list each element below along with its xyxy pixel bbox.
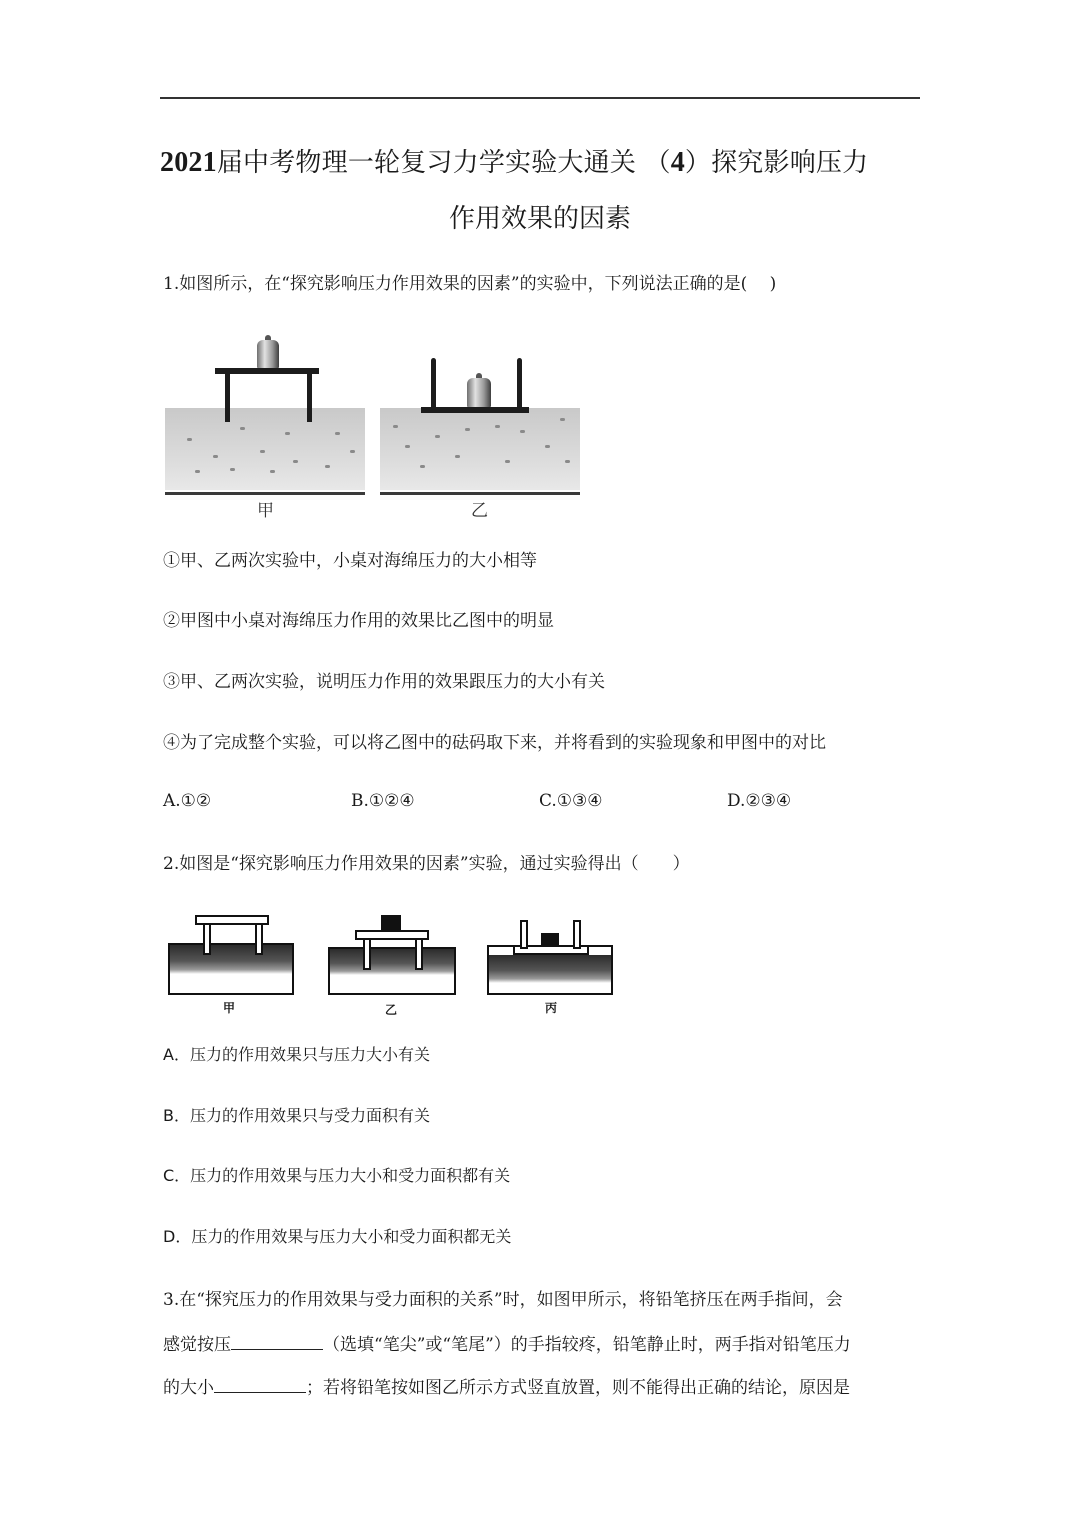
title-text: 届中考物理一轮复习力学实验大通关 （ — [216, 148, 671, 178]
q1-option-d[interactable]: D.②③④ — [727, 791, 792, 811]
q1-statement-3: ③甲、乙两次实验，说明压力作用的效果跟压力的大小有关 — [163, 672, 605, 692]
table-leg-jia-right — [307, 374, 312, 422]
table-leg-yi-2-left — [363, 938, 371, 970]
title-tail: ）探究影响压力 — [684, 148, 869, 178]
q2-figure — [165, 905, 620, 1015]
q3-line-2: 感觉按压 （选填“笔尖”或“笔尾”）的手指较疼，铅笔静止时，两手指对铅笔压力 — [163, 1331, 851, 1357]
answer-blank-2[interactable] — [214, 1374, 306, 1393]
q1-option-b[interactable]: B.①②④ — [351, 791, 415, 811]
sponge-jia — [165, 408, 365, 490]
q2-option-d[interactable]: D．压力的作用效果与压力大小和受力面积都无关 — [163, 1227, 512, 1246]
figure-label-jia: 甲 — [257, 501, 274, 521]
table-leg-yi-left — [431, 358, 436, 408]
q2-option-a[interactable]: A．压力的作用效果只与压力大小有关 — [163, 1045, 430, 1064]
table-top-yi — [421, 407, 529, 413]
q1-statement-4: ④为了完成整个实验，可以将乙图中的砝码取下来，并将看到的实验现象和甲图中的对比 — [163, 733, 826, 753]
sponge-yi — [380, 408, 580, 490]
q1-statement-2: ②甲图中小桌对海绵压力作用的效果比乙图中的明显 — [163, 611, 554, 631]
table-top-jia — [215, 368, 319, 374]
weight-icon-jia — [257, 340, 279, 368]
title-year: 2021 — [160, 147, 217, 178]
floor-line-jia — [165, 492, 365, 495]
weight-icon-yi-2 — [381, 915, 401, 930]
table-leg-bing-left — [520, 920, 528, 949]
table-leg-jia-2-right — [255, 923, 263, 955]
q2-option-b[interactable]: B．压力的作用效果只与受力面积有关 — [163, 1106, 430, 1125]
floor-line-yi — [380, 492, 580, 495]
figure-label-yi: 乙 — [471, 501, 488, 521]
q1-figure — [165, 320, 595, 520]
weight-icon-bing — [541, 933, 559, 945]
weight-icon-yi — [467, 378, 491, 407]
q3-line-3: 的大小 ；若将铅笔按如图乙所示方式竖直放置，则不能得出正确的结论，原因是 — [163, 1374, 850, 1400]
document-title-line-1 — [160, 142, 920, 179]
figure-label-jia-2: 甲 — [223, 1001, 236, 1015]
weight-knob-jia — [265, 335, 271, 340]
q1-statement-1: ①甲、乙两次实验中，小桌对海绵压力的大小相等 — [163, 551, 537, 571]
figure-label-yi-2: 乙 — [385, 1003, 398, 1017]
figure-label-bing: 丙 — [545, 1001, 558, 1015]
q2-option-c[interactable]: C．压力的作用效果与压力大小和受力面积都有关 — [163, 1166, 511, 1185]
table-leg-yi-2-right — [415, 938, 423, 970]
q2-stem: 2.如图是“探究影响压力作用效果的因素”实验，通过实验得出（ ） — [163, 854, 690, 874]
sponge-box-yi — [328, 947, 456, 995]
document-title-line-2: 作用效果的因素 — [448, 204, 631, 234]
table-leg-bing-right — [573, 920, 581, 949]
table-leg-jia-left — [225, 374, 230, 422]
weight-knob-yi — [476, 373, 482, 378]
q1-stem: 1.如图所示，在“探究影响压力作用效果的因素”的实验中，下列说法正确的是( ) — [163, 274, 777, 294]
table-leg-yi-right — [517, 358, 522, 408]
q3-line-1: 3.在“探究压力的作用效果与受力面积的关系”时，如图甲所示，将铅笔挤压在两手指间，会 — [163, 1290, 843, 1310]
sponge-box-jia — [168, 943, 294, 995]
answer-blank-1[interactable] — [231, 1331, 323, 1350]
table-leg-jia-2-left — [203, 923, 211, 955]
header-rule — [160, 97, 920, 99]
title-number: 4 — [670, 147, 685, 178]
q1-option-c[interactable]: C.①③④ — [539, 791, 603, 811]
q1-option-a[interactable]: A.①② — [163, 791, 212, 811]
